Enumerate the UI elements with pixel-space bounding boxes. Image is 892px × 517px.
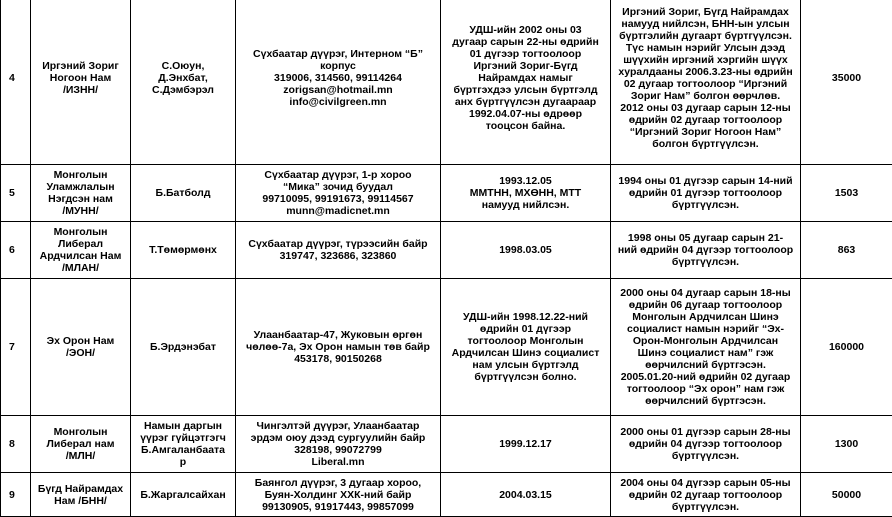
party-name-line: Иргэний Зориг [33, 60, 128, 72]
party-name-line: /ЭОН/ [33, 347, 128, 359]
party-name-line: Монголын [33, 426, 128, 438]
registration-info-line: ММТНН, МХӨНН, МТТ [443, 187, 608, 199]
registration-info [441, 279, 611, 416]
change-history-line: Иргэний Зориг, Бүгд Найрамдах [613, 6, 798, 18]
contact-info-line: munn@madicnet.mn [238, 205, 438, 217]
registration-info-line: анх бүртгүүлсэн дугаараар [443, 96, 608, 108]
change-history-line: бүртгүүлсэн. [613, 450, 798, 462]
party-name [31, 473, 131, 517]
party-leader-line: С.Дэмбэрэл [133, 84, 233, 96]
party-name [31, 165, 131, 222]
party-leader [131, 0, 236, 165]
registration-info-line: 1998.03.05 [443, 244, 608, 256]
change-history-line: намууд нийлсэн, БНН-ын улсын [613, 18, 798, 30]
row-number: 6 [1, 222, 31, 279]
registration-info-line: УДШ-ийн 2002 оны 03 [443, 24, 608, 36]
contact-info-line: 453178, 90150268 [238, 353, 438, 365]
registration-info [441, 0, 611, 165]
table-row [1, 222, 892, 279]
change-history [611, 165, 801, 222]
table-row [1, 279, 892, 416]
contact-info-line: zorigsan@hotmail.mn [238, 84, 438, 96]
party-leader-line: үүрэг гүйцэтгэгч [133, 432, 233, 444]
party-name-line: Ногоон Нам [33, 72, 128, 84]
party-leader [131, 222, 236, 279]
contact-info-line: чөлөө-7а, Эх Орон намын төв байр [238, 341, 438, 353]
member-count: 160000 [801, 279, 892, 416]
member-count: 35000 [801, 0, 892, 165]
registration-info-line: дугаар сарын 22-ны өдрийн [443, 36, 608, 48]
contact-info [236, 279, 441, 416]
party-leader-line: Б.Батболд [133, 187, 233, 199]
contact-info [236, 0, 441, 165]
contact-info-line: Чингэлтэй дүүрэг, Улаанбаатар [238, 420, 438, 432]
party-name-line: Ардчилсан Нам [33, 250, 128, 262]
party-leader-line: р [133, 456, 233, 468]
registration-info [441, 416, 611, 473]
registration-info [441, 222, 611, 279]
contact-info-line: Сүхбаатар дүүрэг, Интерном “Б” [238, 48, 438, 60]
member-count: 50000 [801, 473, 892, 517]
contact-info [236, 222, 441, 279]
party-name [31, 416, 131, 473]
change-history-line: 2005.01.20-ний өдрийн 02 дугаар [613, 371, 798, 383]
table-row [1, 473, 892, 517]
party-name-line: Монголын [33, 169, 128, 181]
change-history-line: Түс намын нэрийг Улсын дээд [613, 42, 798, 54]
party-leader-line: Д.Энхбат, [133, 72, 233, 84]
contact-info-line: Liberal.mn [238, 456, 438, 468]
change-history-line: шүүхийн иргэний хэргийн шүүх [613, 54, 798, 66]
contact-info-line: Сүхбаатар дүүрэг, түрээсийн байр [238, 238, 438, 250]
change-history-line: хуралдааны 2006.3.23-ны өдрийн [613, 66, 798, 78]
registration-info-line: 2004.03.15 [443, 489, 608, 501]
party-leader [131, 473, 236, 517]
change-history-line: тогтоолоор “Эх орон” нам гэж [613, 383, 798, 395]
contact-info-line: 99130905, 91917443, 99857099 [238, 501, 438, 513]
change-history-line: социалист намын нэрийг “Эх- [613, 323, 798, 335]
registration-info-line: бүртгэхдээ улсын бүртгэлд [443, 84, 608, 96]
party-name-line: Нам /БНН/ [33, 495, 128, 507]
change-history-line: бүртгүүлсэн. [613, 199, 798, 211]
party-name-line: Эх Орон Нам [33, 335, 128, 347]
registration-info-line: 01 дүгээр тогтоолоор [443, 48, 608, 60]
party-leader-line: С.Оюун, [133, 60, 233, 72]
registration-info-line: Найрамдах намыг [443, 72, 608, 84]
row-number: 8 [1, 416, 31, 473]
contact-info-line: 328198, 99072799 [238, 444, 438, 456]
party-name-line: Монголын [33, 226, 128, 238]
party-name-line: /МУНН/ [33, 205, 128, 217]
party-name-line: /МЛН/ [33, 450, 128, 462]
change-history-line: “Иргэний Зориг Ногоон Нам” [613, 126, 798, 138]
party-leader-line: Т.Төмөрмөнх [133, 244, 233, 256]
row-number: 4 [1, 0, 31, 165]
change-history-line: өдрийн 04 дүгээр тогтоолоор [613, 438, 798, 450]
change-history [611, 222, 801, 279]
party-leader-line: Б.Амгаланбаата [133, 444, 233, 456]
registration-info-line: Ардчилсан Шинэ социалист [443, 347, 608, 359]
party-leader-line: Намын даргын [133, 420, 233, 432]
party-name-line: Уламжлалын [33, 181, 128, 193]
registration-info-line: 1992.04.07-ны өдрөөр [443, 108, 608, 120]
party-name-line: /ИЗНН/ [33, 84, 128, 96]
contact-info-line: эрдэм оюу дээд сургуулийн байр [238, 432, 438, 444]
change-history [611, 279, 801, 416]
table-row [1, 416, 892, 473]
change-history-line: Шинэ социалист нам” гэж [613, 347, 798, 359]
registration-info-line: өдрийн 01 дүгээр [443, 323, 608, 335]
party-leader-line: Б.Жаргалсайхан [133, 489, 233, 501]
change-history-line: Орон-Монголын Ардчилсан [613, 335, 798, 347]
member-count: 1503 [801, 165, 892, 222]
change-history-line: бүртгүүлсэн. [613, 501, 798, 513]
registration-info-line: тогтоолоор Монголын [443, 335, 608, 347]
contact-info [236, 473, 441, 517]
change-history-line: 1998 оны 05 дугаар сарын 21- [613, 232, 798, 244]
party-leader-line: Б.Эрдэнэбат [133, 341, 233, 353]
change-history-line: өдрийн 02 дугаар тогтоолоор [613, 489, 798, 501]
change-history-line: 2000 оны 01 дүгээр сарын 28-ны [613, 426, 798, 438]
contact-info-line: Баянгол дүүрэг, 3 дугаар хороо, [238, 477, 438, 489]
registration-info [441, 473, 611, 517]
contact-info-line: 319006, 314560, 99114264 [238, 72, 438, 84]
registration-info-line: намууд нийлсэн. [443, 199, 608, 211]
change-history [611, 0, 801, 165]
change-history-line: бүртгэлийн дугаарт бүртгүүлсэн. [613, 30, 798, 42]
change-history [611, 416, 801, 473]
change-history-line: 2004 оны 04 дүгээр сарын 05-ны [613, 477, 798, 489]
registration-info-line: нам улсын бүртгэлд [443, 359, 608, 371]
registration-info-line: УДШ-ийн 1998.12.22-ний [443, 311, 608, 323]
table-row [1, 0, 892, 165]
contact-info-line: Буян-Холдинг ХХК-ний байр [238, 489, 438, 501]
contact-info [236, 165, 441, 222]
registration-info-line: 1993.12.05 [443, 175, 608, 187]
party-name-line: Либерал [33, 238, 128, 250]
party-leader [131, 165, 236, 222]
contact-info [236, 416, 441, 473]
change-history-line: өөрчилсний бүртгэсэн. [613, 359, 798, 371]
contact-info-line: корпус [238, 60, 438, 72]
contact-info-line: Сүхбаатар дүүрэг, 1-р хороо [238, 169, 438, 181]
contact-info-line: Улаанбаатар-47, Жуковын өргөн [238, 329, 438, 341]
contact-info-line: 99710095, 99191673, 99114567 [238, 193, 438, 205]
change-history-line: 1994 оны 01 дүгээр сарын 14-ний [613, 175, 798, 187]
registration-info-line: бүртгүүлсэн болно. [443, 371, 608, 383]
registration-info-line: 1999.12.17 [443, 438, 608, 450]
row-number: 5 [1, 165, 31, 222]
change-history-line: өдрийн 02 дугаар тогтоолоор [613, 114, 798, 126]
change-history-line: 2000 оны 04 дугаар сарын 18-ны [613, 287, 798, 299]
registration-info-line: Иргэний Зориг-Бүгд [443, 60, 608, 72]
member-count: 1300 [801, 416, 892, 473]
party-name-line: /МЛАН/ [33, 262, 128, 274]
change-history [611, 473, 801, 517]
change-history-line: өөрчилсний бүртгэсэн. [613, 395, 798, 407]
contact-info-line: info@civilgreen.mn [238, 96, 438, 108]
contact-info-line: 319747, 323686, 323860 [238, 250, 438, 262]
party-name-line: Бүгд Найрамдах [33, 483, 128, 495]
change-history-line: өдрийн 06 дугаар тогтоолоор [613, 299, 798, 311]
party-leader [131, 279, 236, 416]
party-name-line: Либерал нам [33, 438, 128, 450]
change-history-line: Монголын Ардчилсан Шинэ [613, 311, 798, 323]
change-history-line: 02 дугаар тогтоолоор “Иргэний [613, 78, 798, 90]
party-name [31, 0, 131, 165]
party-name [31, 279, 131, 416]
change-history-line: Зориг Нам” болгон өөрчлөв. [613, 90, 798, 102]
row-number: 7 [1, 279, 31, 416]
change-history-line: өдрийн 01 дүгээр тогтоолоор [613, 187, 798, 199]
member-count: 863 [801, 222, 892, 279]
party-name-line: Нэгдсэн нам [33, 193, 128, 205]
change-history-line: 2012 оны 03 дугаар сарын 12-ны [613, 102, 798, 114]
table-row [1, 165, 892, 222]
change-history-line: бүртгүүлсэн. [613, 256, 798, 268]
change-history-line: болгон бүртгүүлсэн. [613, 138, 798, 150]
party-name [31, 222, 131, 279]
registration-info-line: тооцсон байна. [443, 120, 608, 132]
row-number: 9 [1, 473, 31, 517]
change-history-line: ний өдрийн 04 дүгээр тогтоолоор [613, 244, 798, 256]
registration-info [441, 165, 611, 222]
party-leader [131, 416, 236, 473]
contact-info-line: “Мика” зочид буудал [238, 181, 438, 193]
